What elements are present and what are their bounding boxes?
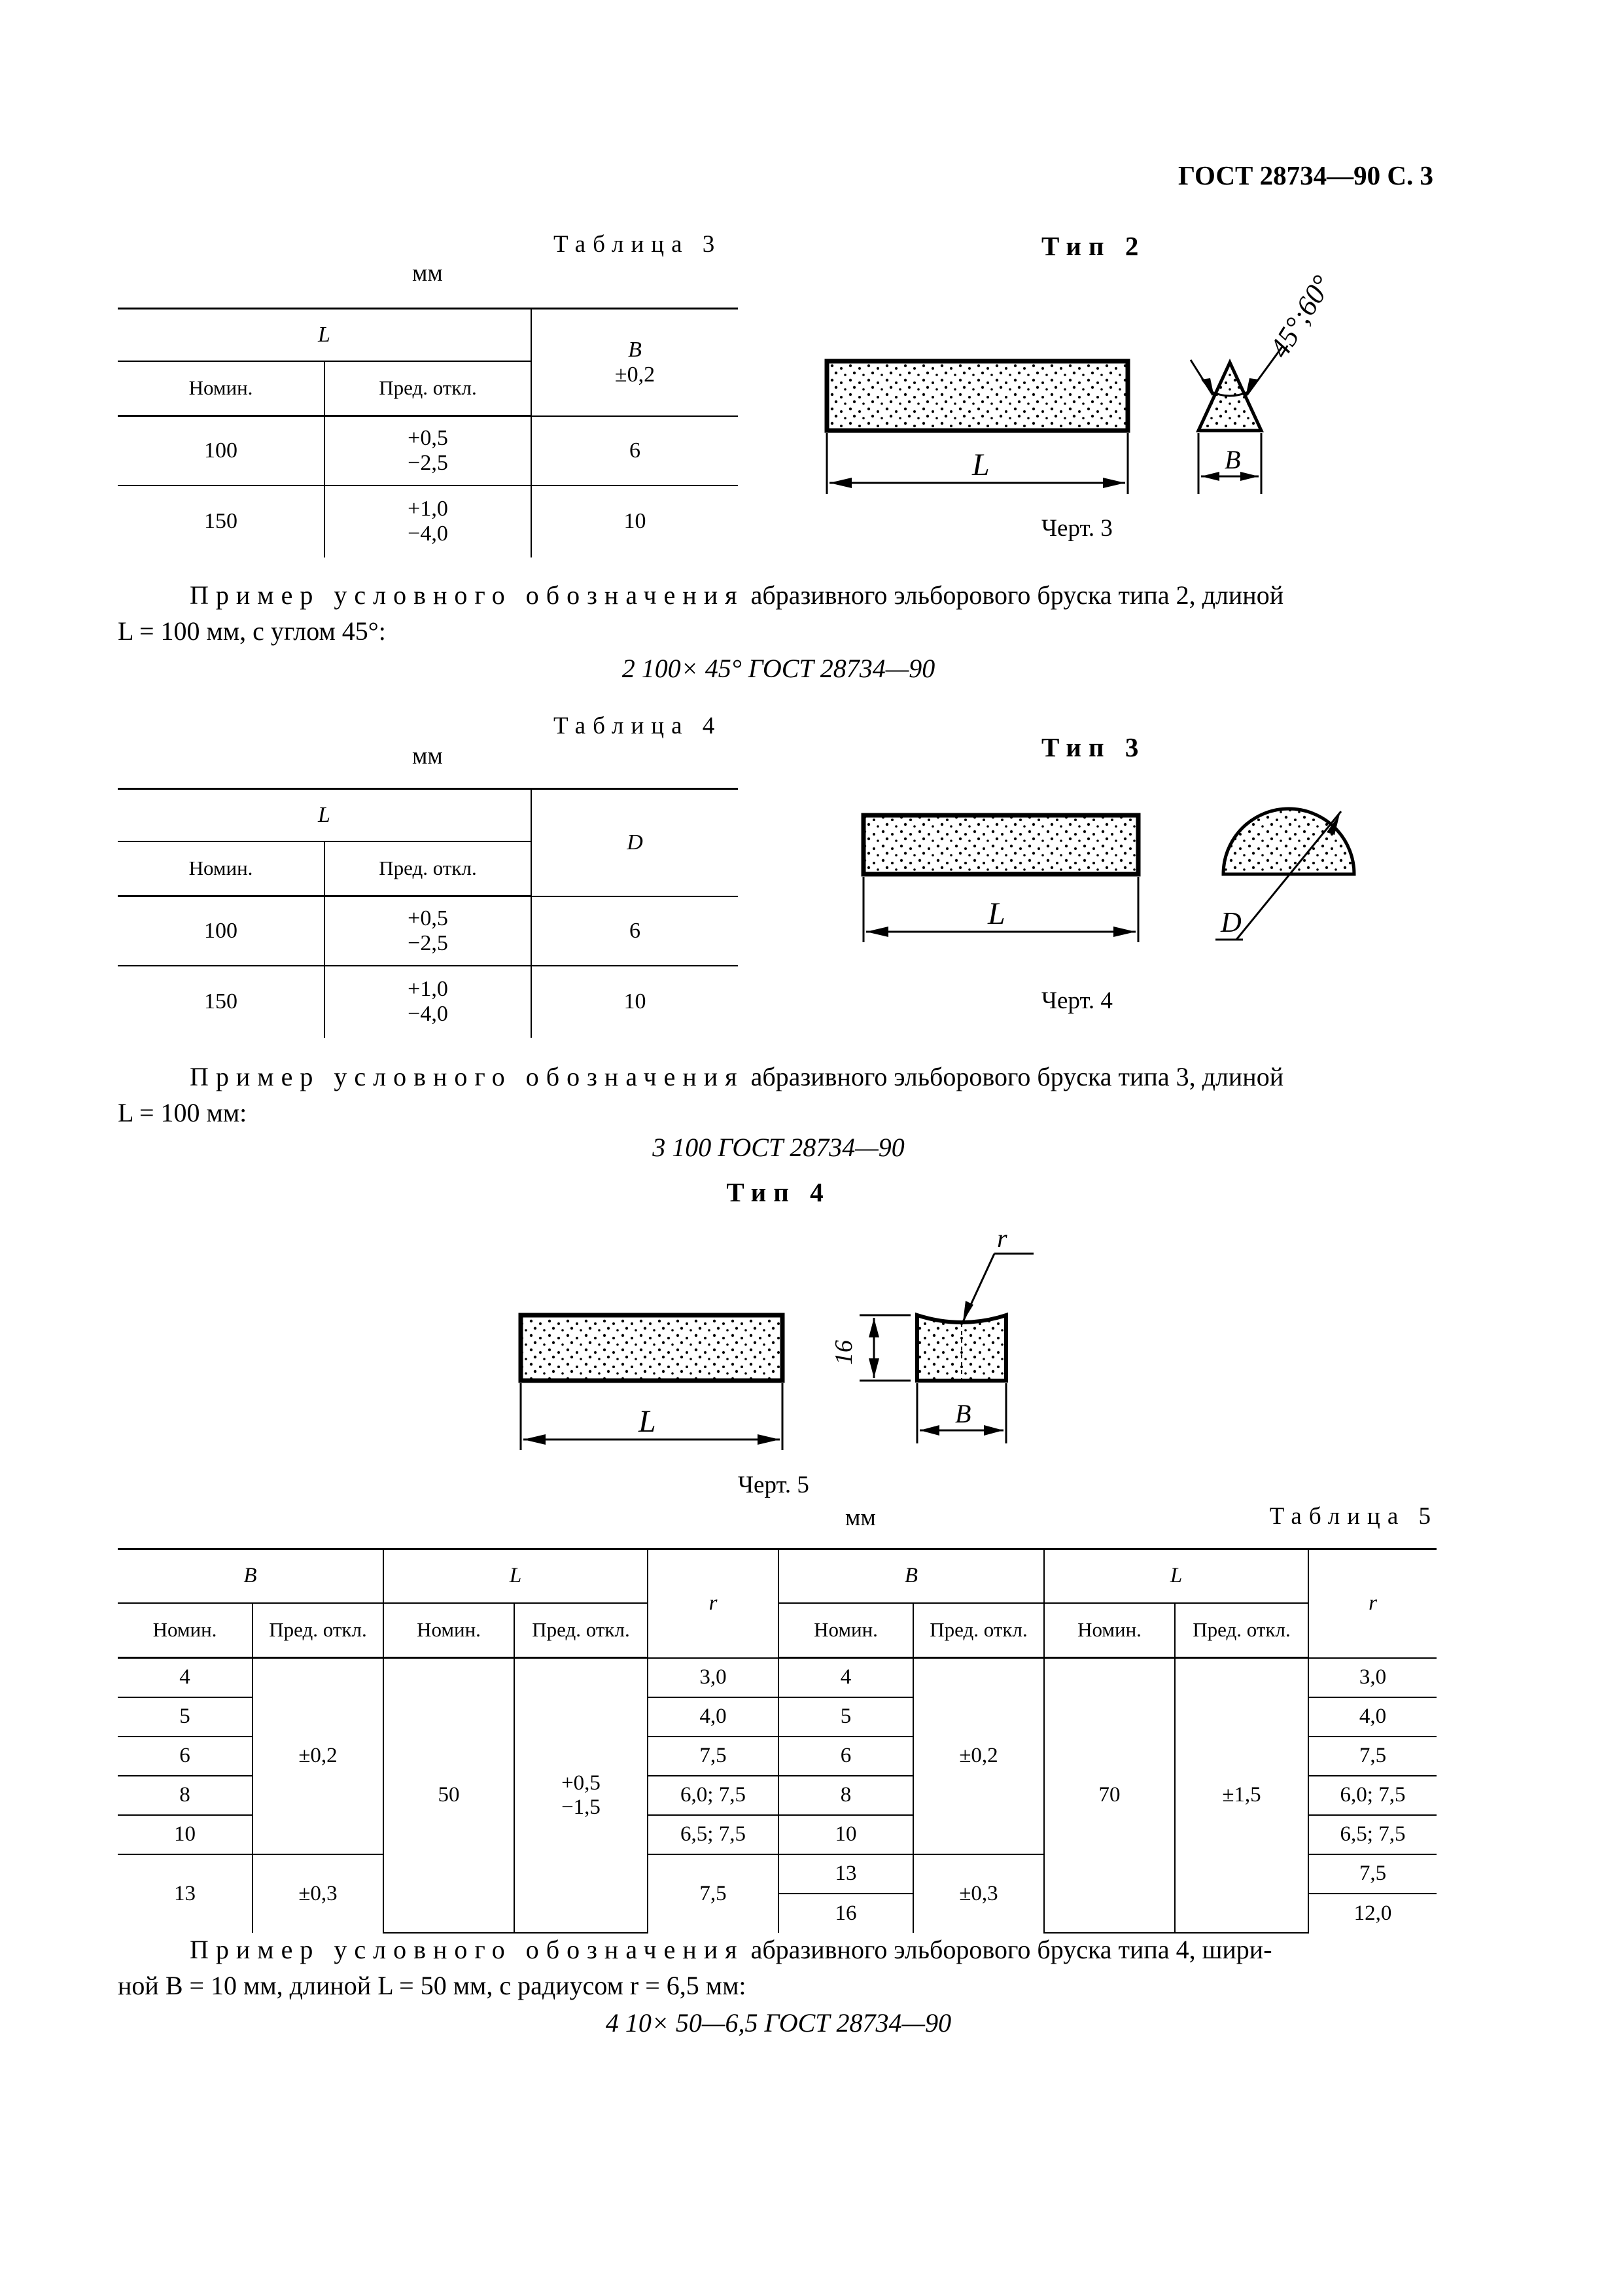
type-4-title: Тип 4 [726,1177,831,1207]
table-row: 100 +0,5 −2,5 6 [118,896,738,966]
figure-4-caption: Черт. 4 [1041,987,1113,1014]
table-row: 10 6,5; 7,5 10 6,5; 7,5 [118,1815,1437,1854]
type-4-example: Пример условного обозначения абразивного эльборового бруска типа 4, шири- ной B = 10 мм, длиной L = 50 мм, с радиусом r = 6,5 мм: [118,1935,1272,2000]
type-2-designation: 2 100× 45° ГОСТ 28734—90 [621,654,935,683]
table-3-caption: Таблица 3 [553,231,722,258]
type-3-dim-D: D [1221,906,1242,938]
type-2-dim-B: B [1225,445,1241,474]
table-row: 100 +0,5 −2,5 6 [118,416,738,486]
type-4-dim-B: B [955,1399,971,1428]
table-row: 8 6,0; 7,5 8 6,0; 7,5 [118,1776,1437,1815]
table-4-header-L: L [118,789,531,841]
figure-5-caption: Черт. 5 [738,1472,809,1498]
table-3-header-nom: Номин. [118,361,324,416]
table-3-header-B: B ±0,2 [531,309,738,416]
type-2-dim-angle: 45°;60° [1263,270,1338,364]
table-3-header-L: L [118,309,531,361]
table-row: 150 +1,0 −4,0 10 [118,966,738,1038]
type-2-example: Пример условного обозначения абразивного эльборового бруска типа 2, длиной L = 100 мм, с углом 45°: [118,580,1284,646]
table-3 [118,308,738,557]
table-4-header-dev: Пред. откл. [324,841,531,896]
type-3-dim-L: L [988,896,1005,931]
type-4-designation: 4 10× 50—6,5 ГОСТ 28734—90 [605,2008,952,2038]
type-2-title: Тип 2 [1041,231,1146,261]
type-4-dim-h: 16 [830,1340,858,1365]
table-4-header-D: D [531,789,738,896]
type-2-dim-L: L [972,448,990,482]
type-3-designation: 3 100 ГОСТ 28734—90 [652,1133,905,1162]
table-3-header-dev: Пред. откл. [324,361,531,416]
table-5-caption: Таблица 5 [1269,1503,1438,1530]
type-3-title: Тип 3 [1041,732,1146,762]
type-4-drawing [510,1217,1073,1466]
type-3-drawing [844,785,1406,955]
figure-3-caption: Черт. 3 [1041,515,1113,542]
table-5: B L r B L r Номин. Пред. откл. Номин. Пред. откл. Номин. Пред. откл. Номин. Пред. откл. 4 ±0,2 50 +0,5 −1,5 3,0 4 ±0,2 70 ±1,5 3,0 5 4,0 5 4,0 6 7,5 6 7,5 8 6,0; 7,5 8 6,0; 7,5 10 6,5; 7,5 10 6,5; 7,5 13 ±0,3 7,5 13 ±0,3 7,5 16 12,0 [118,1548,1437,1934]
table-row: 4 ±0,2 50 +0,5 −1,5 3,0 4 ±0,2 70 ±1,5 3,0 [118,1658,1437,1697]
table-row: 150 +1,0 −4,0 10 [118,486,738,557]
type-4-dim-L: L [638,1404,656,1439]
table-row: 5 4,0 5 4,0 [118,1697,1437,1737]
table-row: 13 ±0,3 7,5 13 ±0,3 7,5 [118,1854,1437,1894]
table-4 [118,788,738,1038]
table-row: 6 7,5 6 7,5 [118,1737,1437,1776]
type-2-drawing [811,262,1400,510]
table-4-caption: Таблица 4 [553,713,722,739]
type-4-dim-r: r [997,1224,1007,1253]
page-header: ГОСТ 28734—90 С. 3 [1178,160,1433,190]
type-3-example: Пример условного обозначения абразивного эльборового бруска типа 3, длиной L = 100 мм: [118,1062,1284,1127]
table-row: 16 12,0 [118,1894,1437,1933]
table-4-units: мм [412,743,443,769]
table-4-header-nom: Номин. [118,841,324,896]
table-3-units: мм [412,260,443,287]
table-5-units: мм [845,1504,876,1531]
